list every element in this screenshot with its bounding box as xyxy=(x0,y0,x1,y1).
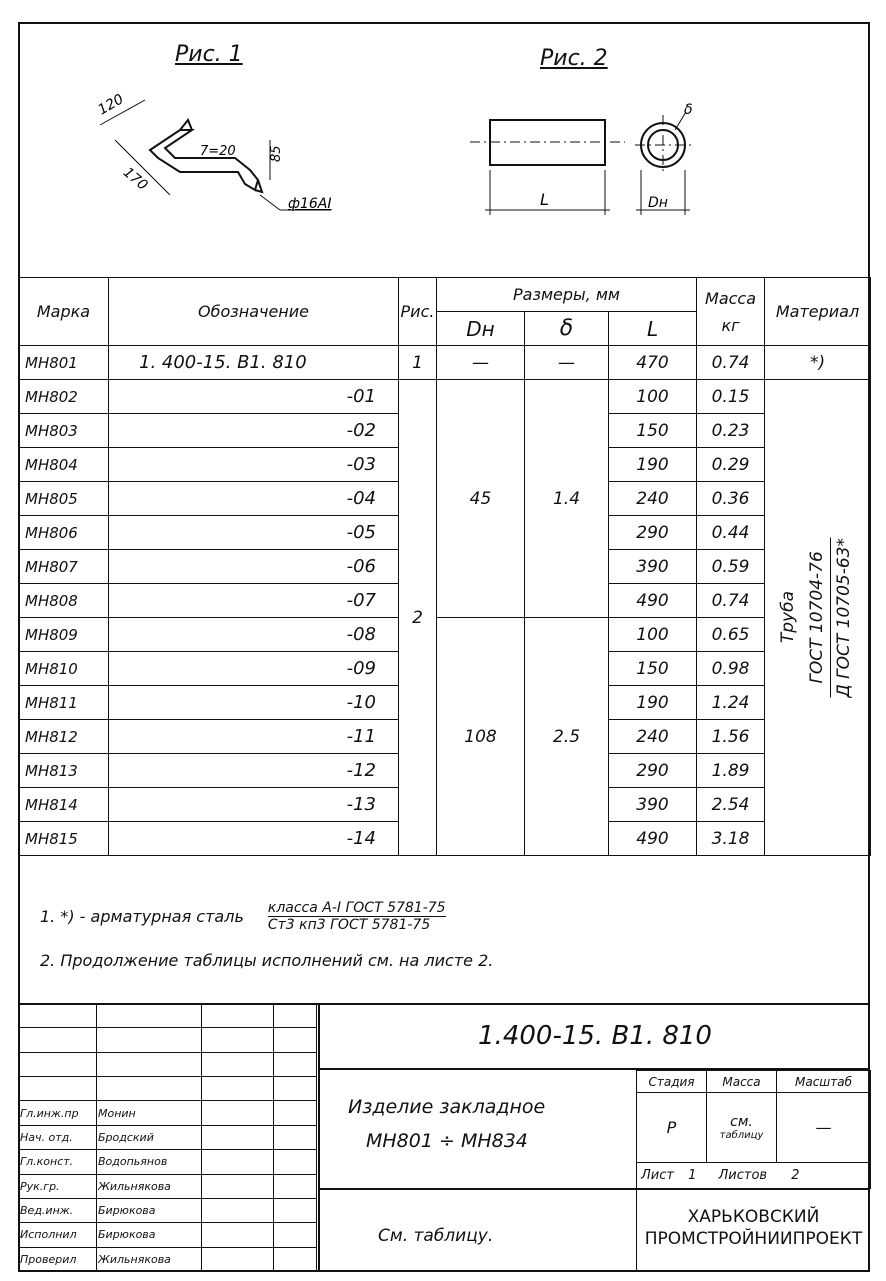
note-2: 2. Продолжение таблицы исполнений см. на листе 2. xyxy=(40,951,494,970)
figure-2-drawing xyxy=(460,90,710,220)
cell-designation: -12 xyxy=(109,754,399,788)
cell-designation: -08 xyxy=(109,618,399,652)
product-title-line2: МН801 ÷ МН834 xyxy=(366,1130,528,1152)
header-mark: Марка xyxy=(19,278,109,346)
cell-mark: МН802 xyxy=(19,380,109,414)
mass-value xyxy=(707,1093,777,1163)
stage-mass-scale-table xyxy=(636,1070,871,1189)
cell-designation: -13 xyxy=(109,788,399,822)
cell-designation: -05 xyxy=(109,516,399,550)
role-label: Вед.инж. xyxy=(19,1198,97,1222)
title-block xyxy=(18,1003,870,1272)
cell-delta: — xyxy=(525,346,609,380)
cell-designation: -11 xyxy=(109,720,399,754)
header-mass-unit: кг xyxy=(721,315,740,335)
cell-mark: МН810 xyxy=(19,652,109,686)
cell-mass: 2.54 xyxy=(697,788,765,822)
cell-mark: МН812 xyxy=(19,720,109,754)
role-label: Проверил xyxy=(19,1247,97,1271)
cell-l: 150 xyxy=(609,652,697,686)
person-name: Бирюкова xyxy=(97,1198,202,1222)
person-name: Бирюкова xyxy=(97,1223,202,1247)
cell-l: 240 xyxy=(609,720,697,754)
signature-grid xyxy=(18,1003,317,1272)
rebar-label: ф16AI xyxy=(288,196,332,212)
cell-mass: 0.36 xyxy=(697,482,765,516)
cell-mark: МН804 xyxy=(19,448,109,482)
dim-Dn: Dн xyxy=(648,195,668,211)
person-name: Жильнякова xyxy=(97,1247,202,1271)
header-dn: Dн xyxy=(437,312,525,346)
material-gost-top: ГОСТ 10704-76 xyxy=(804,538,831,698)
cell-mass: 1.89 xyxy=(697,754,765,788)
cell-mark: МН809 xyxy=(19,618,109,652)
cell-l: 190 xyxy=(609,686,697,720)
dim-120: 120 xyxy=(95,91,127,119)
header-fig: Рис. xyxy=(399,278,437,346)
stage-value: Р xyxy=(637,1093,707,1163)
cell-l: 240 xyxy=(609,482,697,516)
cell-material: *) xyxy=(765,346,871,380)
cell-designation: -01 xyxy=(109,380,399,414)
cell-l: 100 xyxy=(609,380,697,414)
document-code: 1.400-15. В1. 810 xyxy=(318,1003,870,1070)
cell-l: 490 xyxy=(609,584,697,618)
sheet-row xyxy=(637,1163,871,1189)
stage-label: Стадия xyxy=(637,1071,707,1093)
cell-mass: 3.18 xyxy=(697,822,765,856)
cell-delta-group2: 2.5 xyxy=(525,618,609,856)
header-delta: δ xyxy=(525,312,609,346)
cell-mark: МН803 xyxy=(19,414,109,448)
cell-designation: 1. 400-15. В1. 810 xyxy=(109,346,399,380)
table-row xyxy=(19,380,871,414)
cell-mass: 0.98 xyxy=(697,652,765,686)
cell-fig-group: 2 xyxy=(399,380,437,856)
header-mass xyxy=(697,278,765,346)
material-gost-bottom: Д ГОСТ 10705-63* xyxy=(834,537,855,698)
role-label: Гл.инж.пр xyxy=(19,1101,97,1125)
header-l: L xyxy=(609,312,697,346)
cell-mass: 1.56 xyxy=(697,720,765,754)
header-material: Материал xyxy=(765,278,871,346)
dim-170: 170 xyxy=(119,164,151,194)
person-name: Монин xyxy=(97,1101,202,1125)
cell-designation: -06 xyxy=(109,550,399,584)
mass-value-line2: таблицу xyxy=(719,1130,764,1141)
mass-label: Масса xyxy=(707,1071,777,1093)
cell-designation: -14 xyxy=(109,822,399,856)
sheets-label: Листов xyxy=(718,1168,768,1183)
product-title xyxy=(318,1070,636,1188)
person-name: Жильнякова xyxy=(97,1174,202,1198)
table-row xyxy=(19,346,871,380)
header-mass-label: Масса xyxy=(705,288,757,308)
cell-l: 390 xyxy=(609,550,697,584)
cell-l: 100 xyxy=(609,618,697,652)
cell-mass: 0.65 xyxy=(697,618,765,652)
cell-l: 290 xyxy=(609,754,697,788)
sheet-label: Лист xyxy=(641,1168,674,1183)
material-pipe-label: Труба xyxy=(778,591,799,644)
cell-mark: МН805 xyxy=(19,482,109,516)
cell-mass: 1.24 xyxy=(697,686,765,720)
product-title-line1: Изделие закладное xyxy=(348,1096,546,1118)
organization xyxy=(636,1188,870,1272)
cell-designation: -04 xyxy=(109,482,399,516)
scale-label: Масштаб xyxy=(777,1071,871,1093)
dim-delta: δ xyxy=(684,102,693,118)
figure-2-title: Рис. 2 xyxy=(540,46,608,71)
cell-l: 490 xyxy=(609,822,697,856)
cell-mark: МН807 xyxy=(19,550,109,584)
cell-material-group xyxy=(765,380,871,856)
notes xyxy=(40,900,493,988)
cell-mass: 0.23 xyxy=(697,414,765,448)
cell-dn: — xyxy=(437,346,525,380)
org-line1: ХАРЬКОВСКИЙ xyxy=(687,1207,820,1227)
cell-l: 150 xyxy=(609,414,697,448)
cell-mark: МН806 xyxy=(19,516,109,550)
figure-1-title: Рис. 1 xyxy=(175,42,243,67)
cell-designation: -09 xyxy=(109,652,399,686)
mass-value-line1: см. xyxy=(730,1114,753,1130)
sheet-value: 1 xyxy=(688,1168,697,1183)
note-1-top: класса А-I ГОСТ 5781-75 xyxy=(267,900,446,916)
cell-l: 470 xyxy=(609,346,697,380)
specification-table xyxy=(18,277,871,856)
cell-designation: -07 xyxy=(109,584,399,618)
cell-mark: МН811 xyxy=(19,686,109,720)
sheets-value: 2 xyxy=(791,1168,800,1183)
cell-mark: МН815 xyxy=(19,822,109,856)
person-name: Водопьянов xyxy=(97,1150,202,1174)
cell-mark: МН813 xyxy=(19,754,109,788)
dim-85: 85 xyxy=(269,145,284,162)
role-label: Гл.конст. xyxy=(19,1150,97,1174)
cell-mass: 0.29 xyxy=(697,448,765,482)
role-label: Исполнил xyxy=(19,1223,97,1247)
cell-mark: МН814 xyxy=(19,788,109,822)
cell-l: 190 xyxy=(609,448,697,482)
dim-L: L xyxy=(540,190,549,209)
cell-designation: -10 xyxy=(109,686,399,720)
header-dims: Размеры, мм xyxy=(437,278,697,312)
cell-mass: 0.59 xyxy=(697,550,765,584)
cell-l: 390 xyxy=(609,788,697,822)
table-row xyxy=(19,618,871,652)
cell-mass: 0.15 xyxy=(697,380,765,414)
cell-mark: МН801 xyxy=(19,346,109,380)
org-line2: ПРОМСТРОЙНИИПРОЕКТ xyxy=(644,1229,863,1249)
scale-value: — xyxy=(777,1093,871,1163)
role-label: Рук.гр. xyxy=(19,1174,97,1198)
cell-mass: 0.74 xyxy=(697,346,765,380)
see-table-note: См. таблицу. xyxy=(318,1188,636,1272)
cell-dn-group1: 45 xyxy=(437,380,525,618)
header-designation: Обозначение xyxy=(109,278,399,346)
cell-fig: 1 xyxy=(399,346,437,380)
cell-l: 290 xyxy=(609,516,697,550)
cell-delta-group1: 1.4 xyxy=(525,380,609,618)
cell-designation: -03 xyxy=(109,448,399,482)
cell-dn-group2: 108 xyxy=(437,618,525,856)
note-1-prefix: 1. *) - арматурная сталь xyxy=(40,907,244,926)
cell-designation: -02 xyxy=(109,414,399,448)
note-1-bottom: Ст3 кп3 ГОСТ 5781-75 xyxy=(267,917,431,933)
cell-mass: 0.74 xyxy=(697,584,765,618)
dim-z: 7=20 xyxy=(200,144,236,159)
figure-1-drawing xyxy=(80,80,360,240)
cell-mark: МН808 xyxy=(19,584,109,618)
role-label: Нач. отд. xyxy=(19,1125,97,1149)
person-name: Бродский xyxy=(97,1125,202,1149)
cell-mass: 0.44 xyxy=(697,516,765,550)
